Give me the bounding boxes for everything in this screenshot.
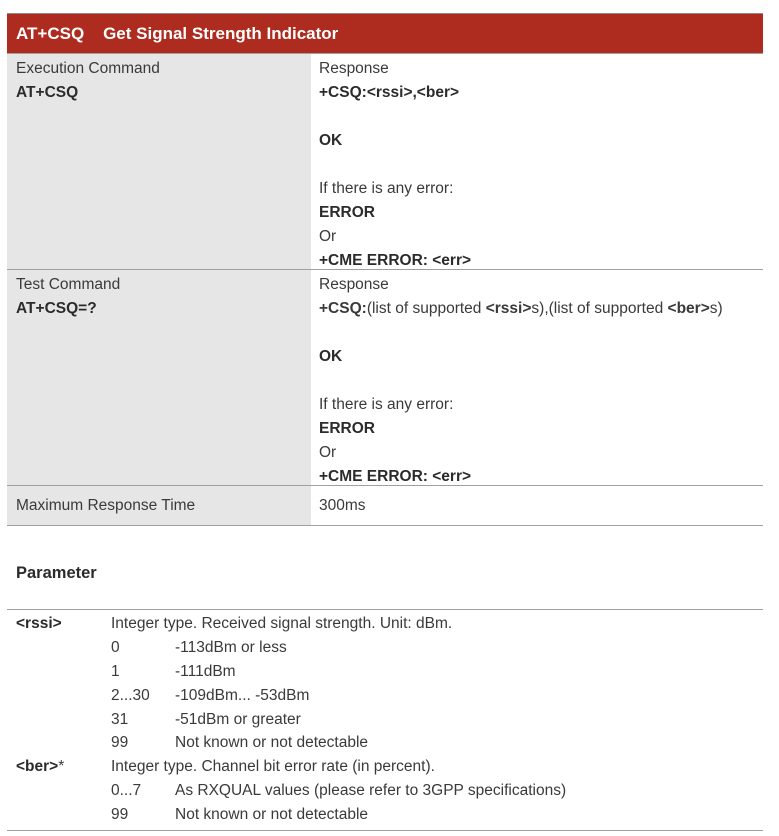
response-args: <rssi>,<ber> bbox=[366, 84, 460, 101]
param-ber-suffix: * bbox=[58, 758, 65, 776]
param-rssi-row bbox=[7, 612, 763, 636]
param-name bbox=[7, 755, 111, 779]
max-response-time-row bbox=[7, 485, 763, 526]
param-meaning: -111dBm bbox=[175, 662, 236, 680]
response-label: Response bbox=[319, 276, 389, 293]
test-command-cell bbox=[7, 270, 311, 485]
title-name: Get Signal Strength Indicator bbox=[103, 24, 339, 43]
param-ber-row bbox=[7, 755, 763, 779]
param-value: 0...7 bbox=[111, 782, 142, 800]
param-value: 31 bbox=[111, 710, 129, 728]
error-intro: If there is any error: bbox=[319, 180, 454, 197]
ok-result: OK bbox=[319, 132, 343, 149]
param-rssi-name: <rssi> bbox=[16, 615, 62, 632]
parameter-heading: Parameter bbox=[16, 564, 97, 582]
or-text: Or bbox=[319, 444, 337, 461]
parameter-table bbox=[7, 609, 763, 831]
test-command-row bbox=[7, 269, 763, 485]
response-label: Response bbox=[319, 60, 389, 77]
param-meaning: -51dBm or greater bbox=[175, 710, 301, 728]
max-response-time-value: 300ms bbox=[311, 486, 763, 525]
error-result: ERROR bbox=[319, 420, 375, 437]
ok-result: OK bbox=[319, 348, 343, 365]
response-text: s),(list of supported bbox=[531, 300, 668, 317]
param-value-row bbox=[7, 636, 763, 660]
cme-error-result: +CME ERROR: <err> bbox=[319, 468, 472, 485]
max-response-time-label: Maximum Response Time bbox=[7, 486, 311, 525]
execution-command-cell bbox=[7, 54, 311, 269]
param-meaning: -109dBm... -53dBm bbox=[175, 686, 310, 704]
param-rssi-description: Integer type. Received signal strength. Unit: dBm. bbox=[111, 615, 453, 632]
response-arg-rssi: <rssi> bbox=[485, 300, 532, 317]
execution-command-syntax: AT+CSQ bbox=[16, 84, 79, 101]
execution-command-row bbox=[7, 53, 763, 269]
param-value: 0 bbox=[111, 638, 120, 656]
response-arg-ber: <ber> bbox=[667, 300, 710, 317]
response-prefix: +CSQ: bbox=[319, 300, 367, 317]
response-text: (list of supported bbox=[366, 300, 486, 317]
param-value: 99 bbox=[111, 734, 129, 752]
param-meaning: Not known or not detectable bbox=[175, 734, 369, 752]
response-syntax bbox=[319, 81, 763, 105]
param-value: 1 bbox=[111, 662, 120, 680]
cme-error-result: +CME ERROR: <err> bbox=[319, 252, 472, 269]
execution-command-label: Execution Command bbox=[16, 60, 160, 77]
test-response-cell bbox=[311, 270, 763, 485]
param-value-row bbox=[7, 731, 763, 755]
param-name bbox=[7, 612, 111, 636]
param-value: 99 bbox=[111, 806, 129, 824]
param-meaning: Not known or not detectable bbox=[175, 806, 369, 824]
response-prefix: +CSQ: bbox=[319, 84, 367, 101]
param-meaning: As RXQUAL values (please refer to 3GPP specifications) bbox=[175, 782, 567, 800]
command-table-title bbox=[7, 13, 763, 53]
param-value-row bbox=[7, 779, 763, 803]
param-ber-name: <ber> bbox=[16, 758, 59, 776]
param-value: 2...30 bbox=[111, 686, 150, 704]
error-intro: If there is any error: bbox=[319, 396, 454, 413]
param-ber-description: Integer type. Channel bit error rate (in percent). bbox=[111, 758, 435, 776]
command-table bbox=[7, 13, 763, 526]
response-syntax bbox=[319, 297, 763, 321]
execution-response-cell bbox=[311, 54, 763, 269]
param-meaning: -113dBm or less bbox=[175, 638, 287, 656]
title-command: AT+CSQ bbox=[16, 24, 85, 43]
test-command-syntax: AT+CSQ=? bbox=[16, 300, 97, 317]
test-command-label: Test Command bbox=[16, 276, 121, 293]
response-text: s) bbox=[709, 300, 723, 317]
param-value-row bbox=[7, 684, 763, 708]
param-value-row bbox=[7, 803, 763, 827]
error-result: ERROR bbox=[319, 204, 375, 221]
or-text: Or bbox=[319, 228, 337, 245]
param-value-row bbox=[7, 708, 763, 732]
param-value-row bbox=[7, 660, 763, 684]
